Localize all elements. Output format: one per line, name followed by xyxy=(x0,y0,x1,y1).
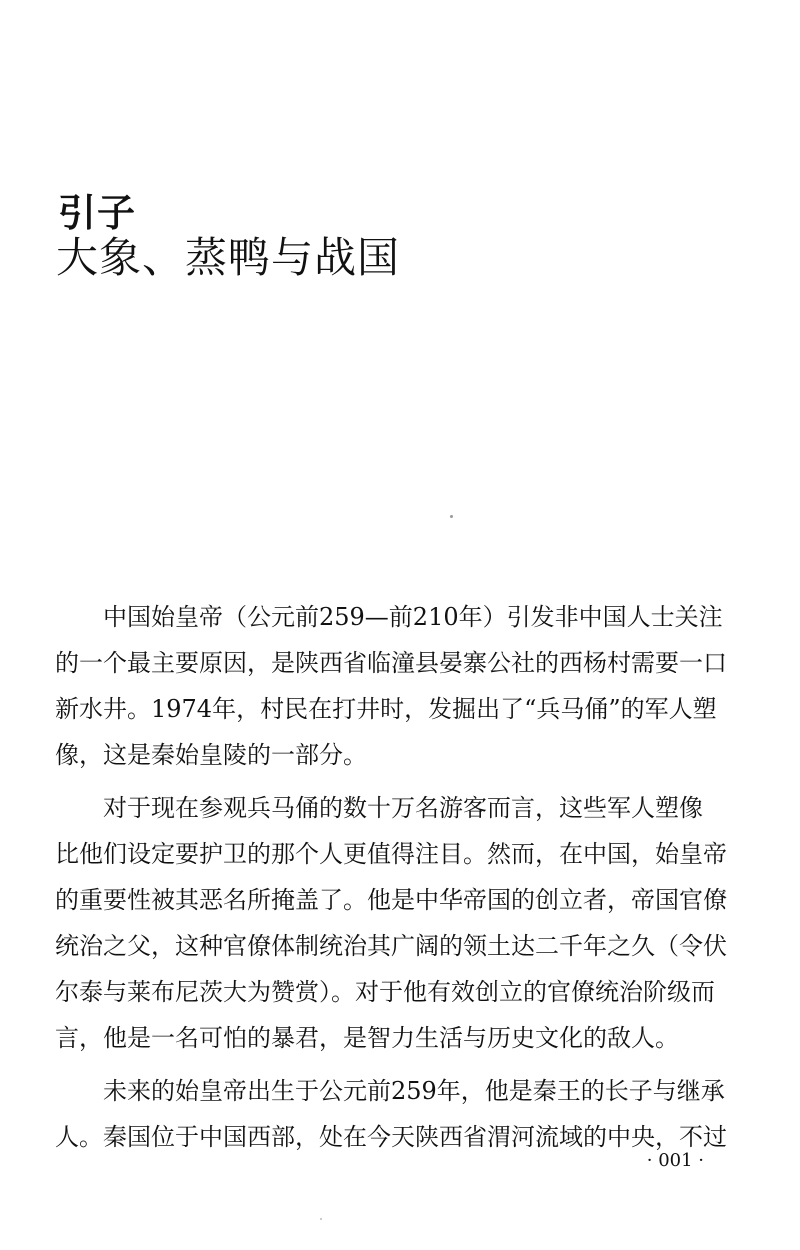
paragraph-line: 人。秦国位于中国西部，处在今天陕西省渭河流域的中央，不过 xyxy=(55,1123,727,1151)
paragraph-line: 的重要性被其恶名所掩盖了。他是中华帝国的创立者，帝国官僚 xyxy=(55,886,727,914)
paragraph-line: 中国始皇帝（公元前259—前210年）引发非中国人士关注 xyxy=(103,603,723,631)
paragraph-line: 的一个最主要原因，是陕西省临潼县晏寨公社的西杨村需要一口 xyxy=(55,649,727,677)
paper-speck xyxy=(320,1218,322,1220)
page-number: · 001 · xyxy=(646,1150,704,1171)
paragraph-line: 尔泰与莱布尼茨大为赞赏）。对于他有效创立的官僚统治阶级而 xyxy=(55,978,715,1006)
paragraph-line: 言，他是一名可怕的暴君，是智力生活与历史文化的敌人。 xyxy=(55,1024,679,1052)
paragraph-line: 未来的始皇帝出生于公元前259年，他是秦王的长子与继承 xyxy=(103,1077,725,1105)
paper-speck xyxy=(450,515,453,518)
paragraph-line: 对于现在参观兵马俑的数十万名游客而言，这些军人塑像 xyxy=(103,794,703,822)
paragraph-line: 新水井。1974年，村民在打井时，发掘出了“兵马俑”的军人塑 xyxy=(55,695,717,723)
chapter-title: 大象、蒸鸭与战国 xyxy=(56,233,401,282)
paragraph-line: 统治之父，这种官僚体制统治其广阔的领土达二千年之久（令伏 xyxy=(55,932,727,960)
chapter-label: 引子 xyxy=(58,191,137,235)
paragraph-line: 比他们设定要护卫的那个人更值得注目。然而，在中国，始皇帝 xyxy=(55,840,727,868)
paragraph-line: 像，这是秦始皇陵的一部分。 xyxy=(55,741,367,769)
body-text xyxy=(55,594,755,1160)
